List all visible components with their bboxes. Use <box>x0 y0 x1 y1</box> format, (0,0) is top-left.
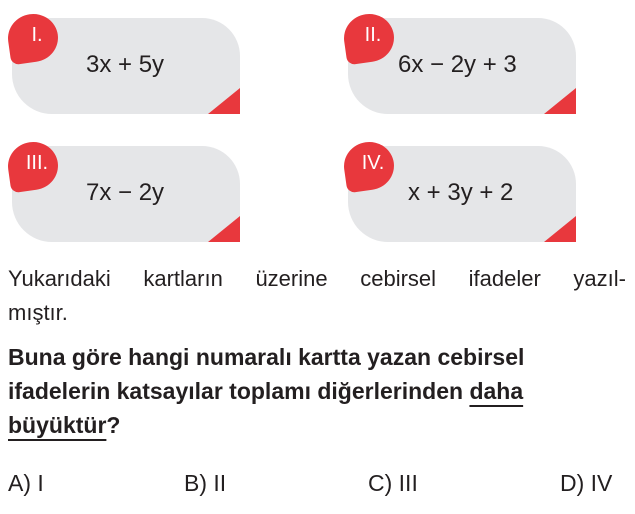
question-line-2-text: ifadelerin katsayılar toplamı diğerlerinden <box>8 378 470 404</box>
card-1 <box>12 18 244 116</box>
card-badge-label: IV. <box>361 152 385 174</box>
option-a[interactable]: A) I <box>8 470 44 496</box>
card-corner-fold <box>544 216 576 242</box>
question-emphasis-buyuktur: büyüktür <box>8 412 107 438</box>
card-expression: x + 3y + 2 <box>408 179 514 206</box>
option-b[interactable]: B) II <box>184 470 227 496</box>
intro-line-2: mıştır. <box>8 300 68 325</box>
question-line-1: Buna göre hangi numaralı kartta yazan cebirsel <box>8 344 525 370</box>
card-corner-fold <box>544 88 576 114</box>
option-d[interactable]: D) IV <box>560 470 613 496</box>
card-badge-label: II. <box>364 24 382 46</box>
card-expression: 7x − 2y <box>86 179 165 206</box>
card-corner-fold <box>208 216 240 242</box>
question-line-2 <box>8 374 523 408</box>
question-emphasis-daha: daha <box>469 378 524 404</box>
intro-line-1: Yukarıdaki kartların üzerine cebirsel ifadeler yazıl- <box>8 266 626 291</box>
card-badge-label: I. <box>31 24 43 46</box>
question-mark: ? <box>106 412 121 438</box>
card-expression: 3x + 5y <box>86 51 165 78</box>
question-line-3 <box>8 408 120 442</box>
card-4 <box>348 146 580 244</box>
intro-paragraph <box>8 262 626 330</box>
option-c[interactable]: C) III <box>368 470 418 496</box>
card-badge-label: III. <box>25 152 49 174</box>
card-corner-fold <box>208 88 240 114</box>
card-3 <box>12 146 244 244</box>
card-expression: 6x − 2y + 3 <box>398 51 517 78</box>
card-2 <box>348 18 580 116</box>
